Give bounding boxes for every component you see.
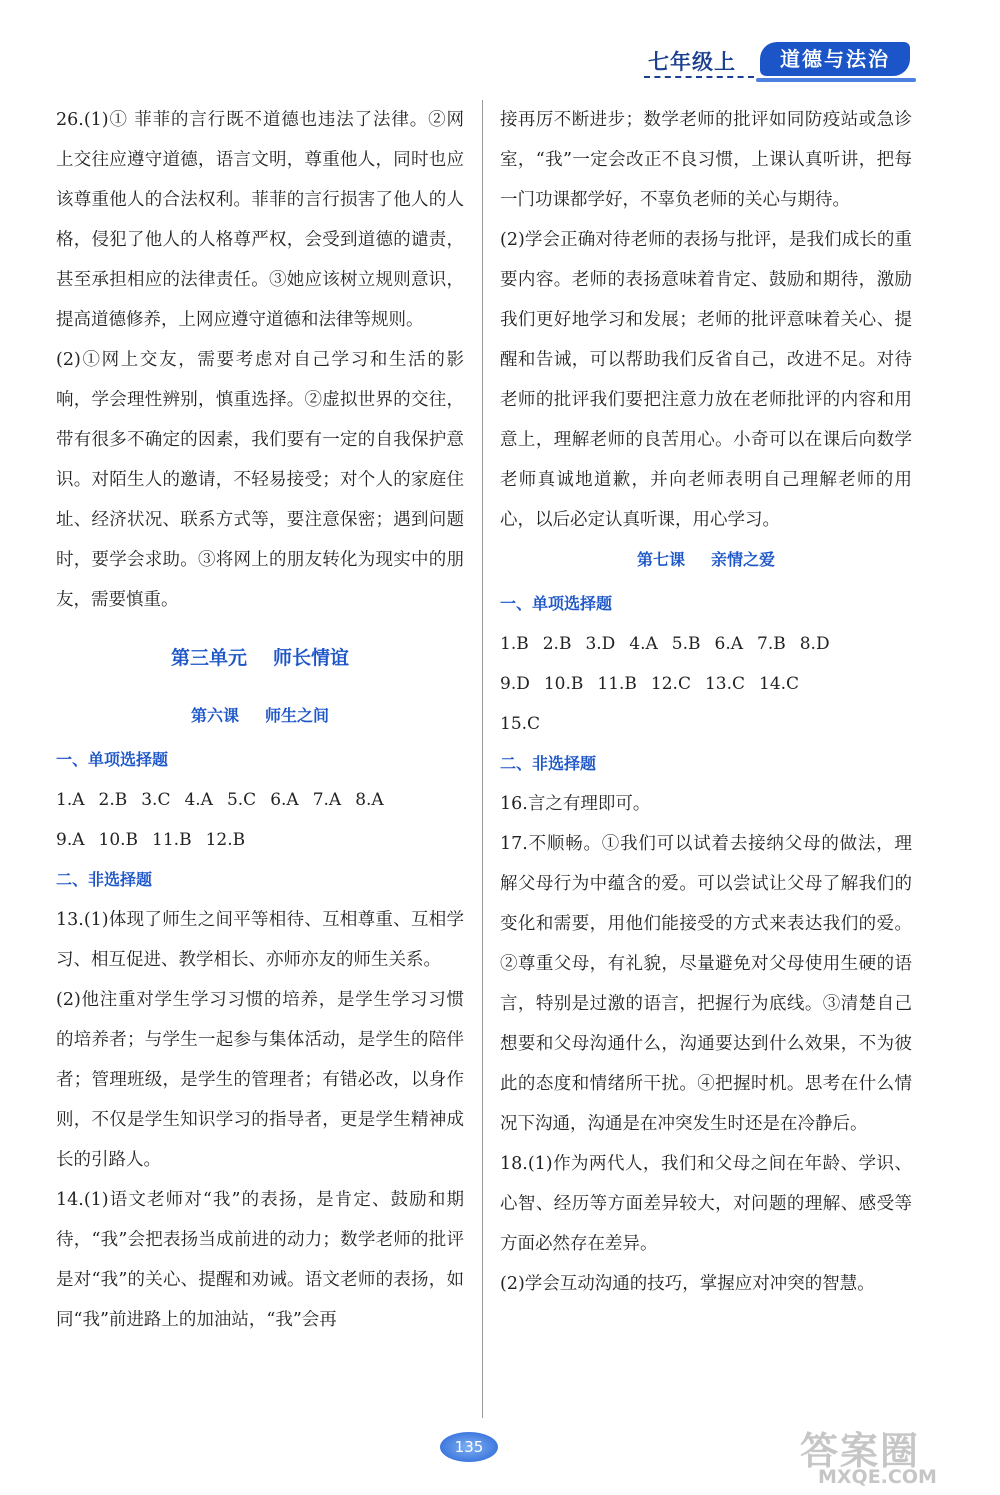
- answer-item: 5.B: [671, 634, 701, 654]
- q16: 16.言之有理即可。: [500, 794, 651, 814]
- answer-item: 1.B: [500, 634, 529, 654]
- q26-part2: (2)①网上交友，需要考虑对自己学习和生活的影响，学会理性辨别，慎重选择。②虚拟世界的交往，带有很多不确定的因素，我们要有一定的自我保护意识。对陌生人的邀请，不轻易接受；对个人的家庭住址、经济状况、联系方式等，要注意保密；遇到问题时，要学会求助。③将网上的朋友转化为现实中的朋友，需要慎重。: [56, 350, 464, 610]
- q17: 17.不顺畅。①我们可以试着去接纳父母的做法，理解父母行为中蕴含的爱。可以尝试让父母了解我们的变化和需要，用他们能接受的方式来表达我们的爱。②尊重父母，有礼貌，尽量避免对父母使用生硬的语言，特别是过激的语言，把握行为底线。③清楚自己想要和父母沟通什么，沟通要达到什么效果，不为彼此的态度和情绪所干扰。④把握时机。思考在什么情况下沟通，沟通是在冲突发生时还是在冷静后。: [500, 834, 912, 1134]
- q14-continued: 接再厉不断进步；数学老师的批评如同防疫站或急诊室，“我”一定会改正不良习惯，上课认真听讲，把每一门功课都学好，不辜负老师的关心与期待。: [500, 110, 912, 210]
- right-column: [500, 100, 912, 1304]
- answer-item: 8.A: [355, 790, 384, 810]
- answer-row: [56, 820, 464, 860]
- answer-item: 4.A: [184, 790, 213, 810]
- lesson7-name: 亲情之爱: [711, 550, 776, 569]
- subject-underline: [756, 78, 916, 82]
- q18-part1: 18.(1)作为两代人，我们和父母之间在年龄、学识、心智、经历等方面差异较大，对问题的理解、感受等方面必然存在差异。: [500, 1154, 912, 1254]
- answer-item: 14.C: [759, 674, 800, 694]
- answer-item: 9.A: [56, 830, 85, 850]
- watermark-url: MXQE.COM: [818, 1466, 937, 1488]
- answer-item: 7.B: [757, 634, 786, 654]
- q13-part2: (2)他注重对学生学习习惯的培养，是学生学习习惯的培养者；与学生一起参与集体活动，是学生的陪伴者；管理班级，是学生的管理者；有错必改，以身作则，不仅是学生知识学习的指导者，更是学生精神成长的引路人。: [56, 990, 464, 1170]
- answer-item: 3.C: [141, 790, 171, 810]
- answer-item: 12.C: [650, 674, 691, 694]
- answer-item: 11.B: [152, 830, 192, 850]
- unit3-name: 师长情谊: [273, 647, 350, 669]
- watermark-logo: [800, 1420, 990, 1490]
- lesson6-prefix: 第六课: [190, 706, 239, 725]
- answer-row: [500, 624, 912, 664]
- answer-item: 6.A: [270, 790, 299, 810]
- grade-label: 七年级上: [648, 50, 736, 74]
- answer-item: 2.B: [98, 790, 128, 810]
- answer-item: 2.B: [542, 634, 572, 654]
- answer-item: 10.B: [543, 674, 584, 694]
- q14-part1: 14.(1)语文老师对“我”的表扬，是肯定、鼓励和期待，“我”会把表扬当成前进的动力；数学老师的批评是对“我”的关心、提醒和劝诫。语文老师的表扬，如同“我”前进路上的加油站，“我”会再: [56, 1190, 464, 1330]
- answer-item: 12.B: [205, 830, 246, 850]
- answer-item: 1.A: [56, 790, 85, 810]
- unit3-prefix: 第三单元: [170, 647, 247, 669]
- unit3-title: [56, 638, 464, 678]
- answer-row: [500, 664, 912, 704]
- q18-part2: (2)学会互动沟通的技巧，掌握应对冲突的智慧。: [500, 1274, 875, 1294]
- answer-item: 10.B: [98, 830, 139, 850]
- answer-row: [500, 704, 912, 744]
- subject-badge: 道德与法治: [760, 42, 910, 76]
- answer-item: 15.C: [500, 714, 541, 734]
- grade-underline: [644, 76, 754, 78]
- lesson7-title: [500, 540, 912, 580]
- q26-part1: 26.(1)① 菲菲的言行既不道德也违法了法律。②网上交往应遵守道德，语言文明，尊重他人，同时也应该尊重他人的合法权利。菲菲的言行损害了他人的人格，侵犯了他人的人格尊严权，会受到道德的谴责，甚至承担相应的法律责任。③她应该树立规则意识，提高道德修养，上网应遵守道德和法律等规则。: [56, 110, 464, 330]
- answer-item: 4.A: [629, 634, 658, 654]
- answer-item: 3.D: [585, 634, 616, 654]
- q14-part2: (2)学会正确对待老师的表扬与批评，是我们成长的重要内容。老师的表扬意味着肯定、鼓励和期待，激励我们更好地学习和发展；老师的批评意味着关心、提醒和告诫，可以帮助我们反省自己，改进不足。对待老师的批评我们要把注意力放在老师批评的内容和用意上，理解老师的良苦用心。小奇可以在课后向数学老师真诚地道歉，并向老师表明自己理解老师的用心，以后必定认真听课，用心学习。: [500, 230, 912, 530]
- section-single-choice: 一、单项选择题: [500, 594, 613, 613]
- answer-item: 8.D: [799, 634, 830, 654]
- watermark-title: 答案圈: [800, 1429, 921, 1473]
- column-divider: [482, 100, 483, 1418]
- answer-item: 9.D: [500, 674, 530, 694]
- section-non-choice: 二、非选择题: [500, 754, 597, 773]
- answer-item: 5.C: [226, 790, 257, 810]
- answer-item: 13.C: [704, 674, 746, 694]
- page-number: 135: [440, 1432, 498, 1462]
- answer-row: [56, 780, 464, 820]
- answer-item: 11.B: [597, 674, 637, 694]
- left-column: [56, 100, 464, 1340]
- lesson6-title: [56, 696, 464, 736]
- page-header: [620, 42, 920, 82]
- answer-item: 7.A: [312, 790, 342, 810]
- section-single-choice: 一、单项选择题: [56, 750, 169, 769]
- section-non-choice: 二、非选择题: [56, 870, 153, 889]
- lesson6-name: 师生之间: [265, 706, 330, 725]
- lesson7-prefix: 第七课: [636, 550, 685, 569]
- q13-part1: 13.(1)体现了师生之间平等相待、互相尊重、互相学习、相互促进、教学相长、亦师亦友的师生关系。: [56, 910, 464, 970]
- answer-item: 6.A: [714, 634, 744, 654]
